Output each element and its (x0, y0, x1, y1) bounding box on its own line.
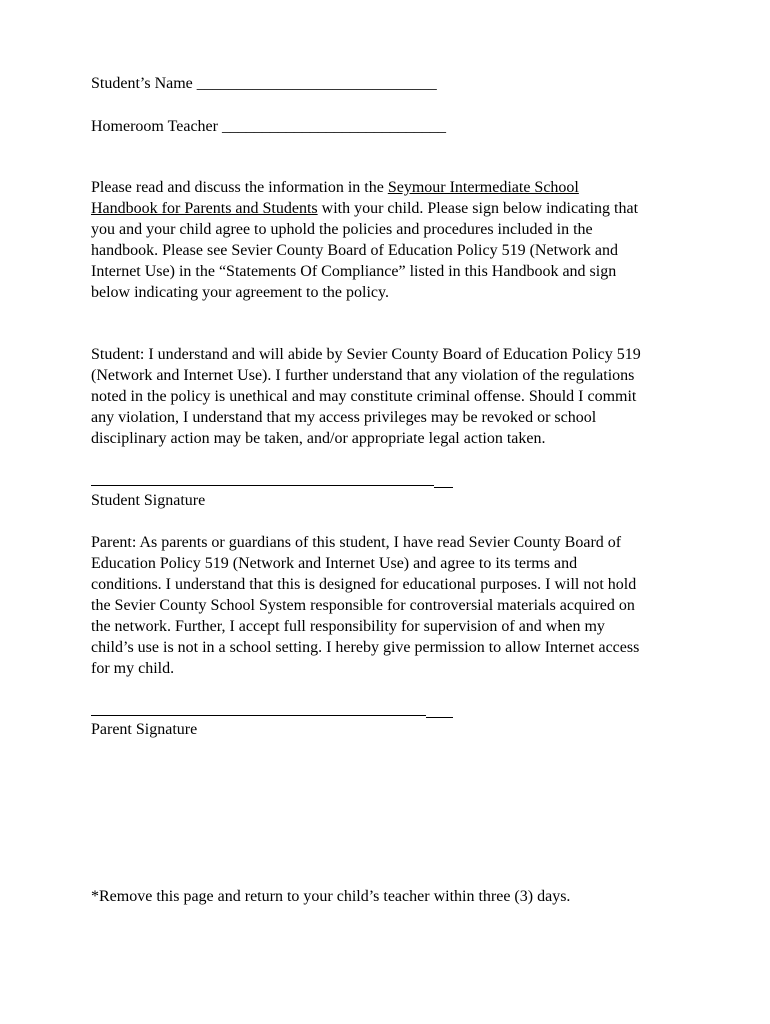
student-signature-line-tail (434, 487, 453, 488)
homeroom-teacher-label: Homeroom Teacher (91, 118, 218, 135)
student-signature-line[interactable] (91, 485, 434, 486)
parent-statement-line: the Sevier County School System responsible for controversial materials acquired on (91, 597, 635, 614)
parent-statement-line: for my child. (91, 660, 175, 677)
parent-statement-line: Parent: As parents or guardians of this student, I have read Sevier County Board of (91, 534, 622, 551)
handbook-title-link: Seymour Intermediate School (387, 179, 579, 196)
student-name-field (91, 73, 437, 94)
parent-statement-line: child’s use is not in a school setting. I hereby give permission to allow Internet access (91, 639, 640, 656)
intro-line: handbook. Please see Sevier County Board of Education Policy 519 (Network and (91, 242, 618, 259)
parent-statement-line: conditions. I understand that this is designed for educational purposes. I will not hold (91, 576, 637, 593)
student-statement (91, 344, 716, 449)
homeroom-teacher-blank[interactable]: ____________________________ (221, 118, 446, 135)
parent-signature-line-tail (426, 717, 453, 718)
parent-statement (91, 532, 716, 679)
intro-paragraph (91, 177, 716, 303)
intro-line: you and your child agree to uphold the policies and procedures included in the (91, 221, 593, 238)
student-statement-line: noted in the policy is unethical and may constitute criminal offense. Should I commit (91, 388, 637, 405)
student-signature-label: Student Signature (91, 492, 206, 509)
intro-line: below indicating your agreement to the policy. (91, 284, 389, 301)
intro-line (91, 198, 716, 219)
handbook-title-link: Handbook for Parents and Students (91, 200, 318, 217)
parent-signature-line[interactable] (91, 715, 426, 716)
intro-text: Please read and discuss the information in the (91, 179, 388, 196)
parent-statement-line: the network. Further, I accept full responsibility for supervision of and when my (91, 618, 605, 635)
intro-line (91, 177, 716, 198)
intro-text: with your child. Please sign below indicating that (317, 200, 639, 217)
student-statement-line: any violation, I understand that my access privileges may be revoked or school (91, 409, 597, 426)
student-statement-line: Student: I understand and will abide by Sevier County Board of Education Policy 519 (91, 346, 641, 363)
student-statement-line: (Network and Internet Use). I further understand that any violation of the regulations (91, 367, 635, 384)
student-name-blank[interactable]: ______________________________ (196, 75, 437, 92)
intro-line: Internet Use) in the “Statements Of Compliance” listed in this Handbook and sign (91, 263, 617, 280)
parent-statement-line: Education Policy 519 (Network and Internet Use) and agree to its terms and (91, 555, 578, 572)
student-statement-line: disciplinary action may be taken, and/or appropriate legal action taken. (91, 430, 546, 447)
student-name-label: Student’s Name (91, 75, 193, 92)
parent-signature-label: Parent Signature (91, 721, 198, 738)
return-instructions: *Remove this page and return to your child’s teacher within three (3) days. (91, 888, 571, 905)
homeroom-teacher-field (91, 116, 446, 137)
